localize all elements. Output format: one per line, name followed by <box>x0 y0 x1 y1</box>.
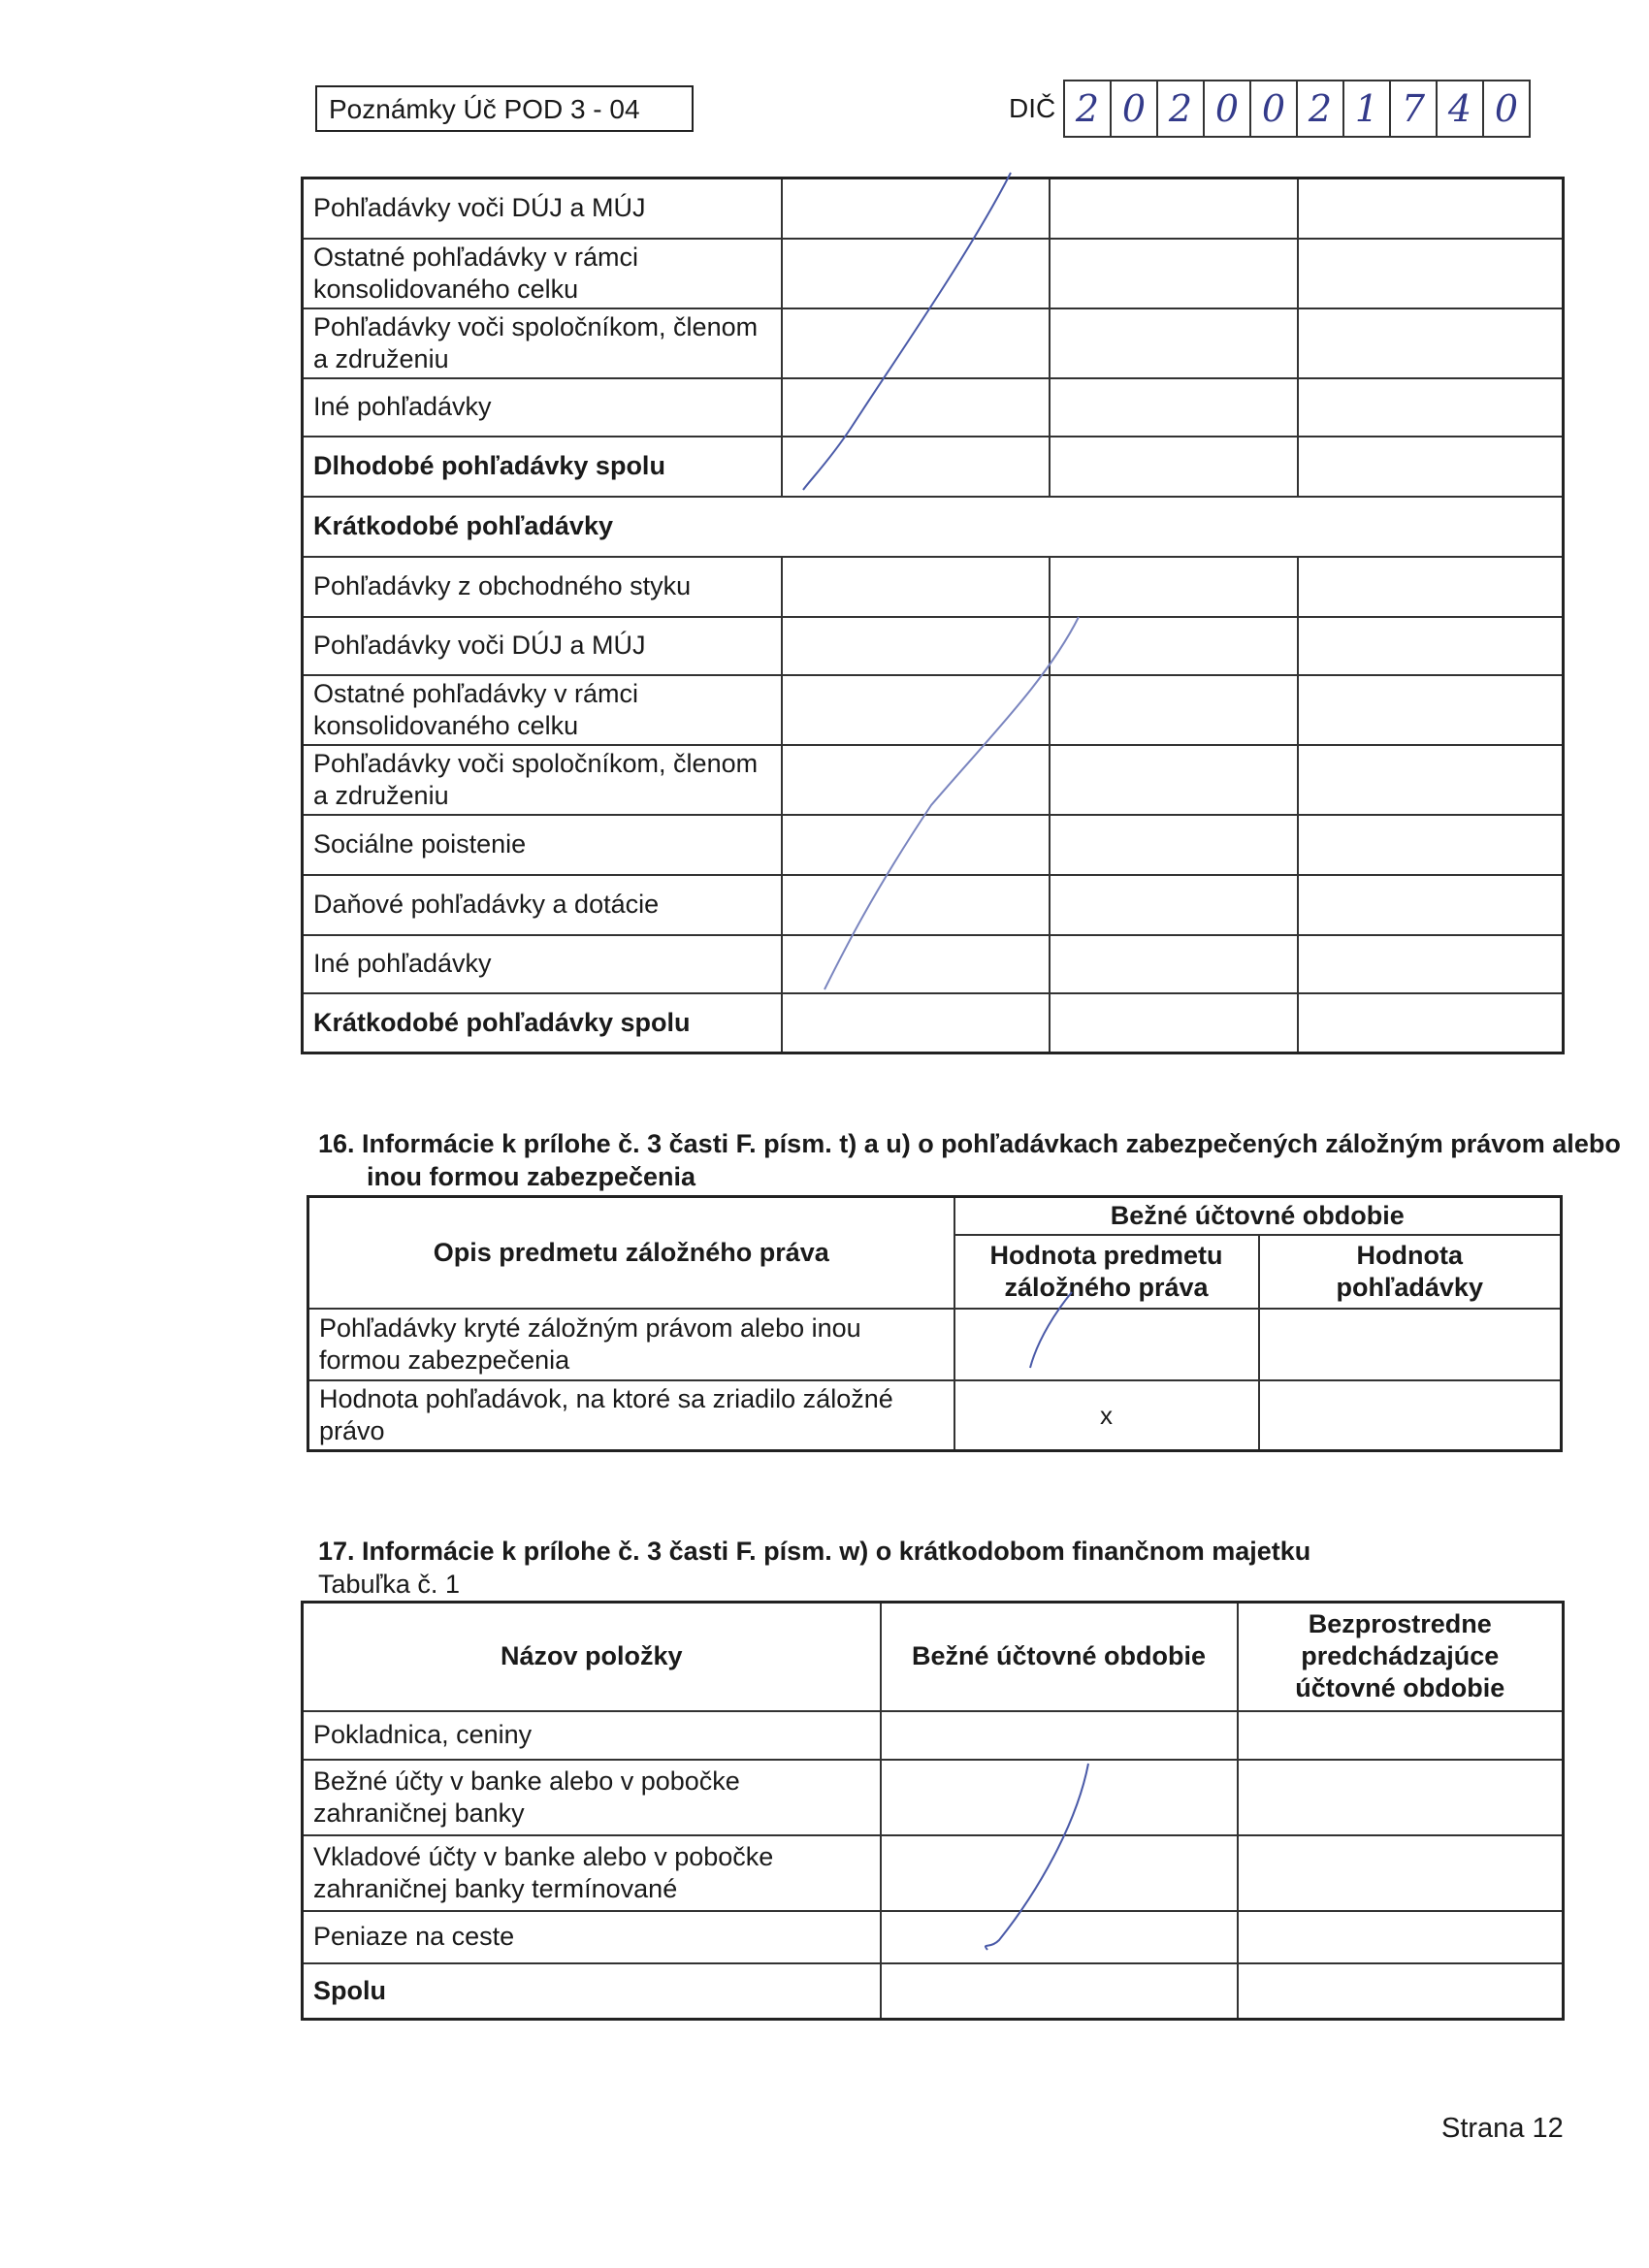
table-row <box>303 993 1564 1053</box>
dic-digit: 0 <box>1110 81 1156 136</box>
value-cell[interactable] <box>1050 308 1298 378</box>
row-label: Pohľadávky voči spoločníkom, členom a združeniu <box>303 308 782 378</box>
form-label: Poznámky Úč POD 3 - 04 <box>329 94 640 124</box>
value-cell[interactable] <box>782 239 1050 308</box>
value-cell[interactable] <box>881 1760 1238 1835</box>
value-cell[interactable] <box>1298 557 1564 617</box>
col-header-receivable-value-line1: Hodnota <box>1356 1241 1463 1270</box>
value-cell[interactable] <box>1050 935 1298 993</box>
table-row <box>308 1309 1562 1380</box>
table-row <box>308 1380 1562 1451</box>
col-header-receivable-value-line2: pohľadávky <box>1336 1273 1483 1302</box>
dic-digit: 0 <box>1203 81 1249 136</box>
section16-title-line2: inou formou zabezpečenia <box>367 1162 696 1191</box>
value-cell[interactable] <box>881 1711 1238 1760</box>
value-cell[interactable] <box>881 1911 1238 1963</box>
table-row <box>303 178 1564 239</box>
value-cell[interactable] <box>1050 378 1298 437</box>
value-cell[interactable] <box>1298 993 1564 1053</box>
row-label: Spolu <box>303 1963 881 2020</box>
dic-label: DIČ <box>1009 93 1056 123</box>
section16-title-line1: 16. Informácie k prílohe č. 3 časti F. písm. t) a u) o pohľadávkach zabezpečených záložným právom alebo <box>318 1129 1621 1158</box>
value-cell[interactable] <box>1238 1963 1564 2020</box>
row-label: Peniaze na ceste <box>303 1911 881 1963</box>
table-row <box>303 437 1564 497</box>
table-row <box>303 1760 1564 1835</box>
table-row <box>303 239 1564 308</box>
dic-digit-boxes <box>1063 80 1531 138</box>
value-cell[interactable] <box>1298 675 1564 745</box>
value-cell[interactable] <box>1238 1911 1564 1963</box>
row-label: Hodnota pohľadávok, na ktoré sa zriadilo záložné právo <box>308 1380 954 1451</box>
row-label: Ostatné pohľadávky v rámci konsolidovaného celku <box>303 239 782 308</box>
value-cell[interactable] <box>1050 239 1298 308</box>
financial-assets-table <box>301 1601 1565 2021</box>
value-cell[interactable] <box>782 993 1050 1053</box>
row-label: Ostatné pohľadávky v rámci konsolidovaného celku <box>303 675 782 745</box>
table-row <box>303 1711 1564 1760</box>
section17-title: 17. Informácie k prílohe č. 3 časti F. písm. w) o krátkodobom finančnom majetku <box>318 1537 1311 1566</box>
table-row <box>303 1835 1564 1911</box>
value-cell[interactable] <box>782 875 1050 935</box>
table-row <box>308 1197 1562 1236</box>
value-cell[interactable] <box>1050 178 1298 239</box>
value-cell[interactable] <box>782 935 1050 993</box>
table-row <box>303 557 1564 617</box>
col-header-previous: Bezprostredne predchádzajúce účtovné obdobie <box>1238 1603 1564 1711</box>
dic-digit: 4 <box>1436 81 1482 136</box>
row-label: Pohľadávky voči spoločníkom, členom a združeniu <box>303 745 782 815</box>
value-cell[interactable] <box>1298 308 1564 378</box>
table-row <box>303 935 1564 993</box>
receivables-table <box>301 177 1565 1054</box>
col-header-subject-value-line2: záložného práva <box>1004 1273 1209 1302</box>
value-cell[interactable] <box>1050 675 1298 745</box>
row-label: Daňové pohľadávky a dotácie <box>303 875 782 935</box>
value-cell[interactable] <box>1050 745 1298 815</box>
value-cell[interactable] <box>1298 815 1564 875</box>
value-cell[interactable] <box>1050 617 1298 675</box>
col-header-name: Názov položky <box>303 1603 881 1711</box>
value-cell[interactable] <box>782 617 1050 675</box>
section-label: Krátkodobé pohľadávky <box>303 497 1564 557</box>
col-header-subject-value <box>954 1235 1259 1309</box>
dic-digit: 2 <box>1063 81 1110 136</box>
row-label: Vkladové účty v banke alebo v pobočke zahraničnej banky termínované <box>303 1835 881 1911</box>
value-cell[interactable] <box>1238 1835 1564 1911</box>
row-label: Iné pohľadávky <box>303 935 782 993</box>
row-label: Dlhodobé pohľadávky spolu <box>303 437 782 497</box>
row-label: Krátkodobé pohľadávky spolu <box>303 993 782 1053</box>
section17-subtitle: Tabuľka č. 1 <box>318 1570 460 1599</box>
col-header-current: Bežné účtovné obdobie <box>881 1603 1238 1711</box>
value-cell[interactable] <box>782 437 1050 497</box>
value-cell[interactable] <box>881 1835 1238 1911</box>
value-cell[interactable] <box>782 745 1050 815</box>
value-cell[interactable] <box>782 378 1050 437</box>
value-cell[interactable] <box>1298 378 1564 437</box>
row-label: Pohľadávky voči DÚJ a MÚJ <box>303 617 782 675</box>
x-mark[interactable]: x <box>954 1380 1259 1451</box>
dic-digit: 0 <box>1482 81 1529 136</box>
value-cell[interactable] <box>782 178 1050 239</box>
value-cell[interactable] <box>782 675 1050 745</box>
value-cell[interactable] <box>782 815 1050 875</box>
col-header-receivable-value <box>1259 1235 1562 1309</box>
value-cell[interactable] <box>1298 239 1564 308</box>
table-row <box>303 745 1564 815</box>
value-cell[interactable] <box>782 308 1050 378</box>
value-cell[interactable] <box>881 1963 1238 2020</box>
value-cell[interactable] <box>1259 1309 1562 1380</box>
col-header-description: Opis predmetu záložného práva <box>308 1197 954 1310</box>
table-row <box>303 497 1564 557</box>
value-cell[interactable] <box>954 1309 1259 1380</box>
row-label: Bežné účty v banke alebo v pobočke zahraničnej banky <box>303 1760 881 1835</box>
dic-digit: 1 <box>1342 81 1389 136</box>
table-row <box>303 1911 1564 1963</box>
row-label: Iné pohľadávky <box>303 378 782 437</box>
table-row <box>303 617 1564 675</box>
row-label: Pohľadávky kryté záložným právom alebo inou formou zabezpečenia <box>308 1309 954 1380</box>
value-cell[interactable] <box>782 557 1050 617</box>
form-label-box <box>315 85 694 132</box>
value-cell[interactable] <box>1298 935 1564 993</box>
value-cell[interactable] <box>1050 437 1298 497</box>
value-cell[interactable] <box>1259 1380 1562 1451</box>
value-cell[interactable] <box>1050 993 1298 1053</box>
value-cell[interactable] <box>1298 617 1564 675</box>
row-label: Sociálne poistenie <box>303 815 782 875</box>
value-cell[interactable] <box>1050 557 1298 617</box>
col-header-subject-value-line1: Hodnota predmetu <box>989 1241 1223 1270</box>
dic-digit: 7 <box>1389 81 1436 136</box>
table-row <box>303 308 1564 378</box>
value-cell[interactable] <box>1050 875 1298 935</box>
table-row <box>303 1963 1564 2020</box>
table-row <box>303 1603 1564 1711</box>
value-cell[interactable] <box>1298 745 1564 815</box>
table-row <box>303 815 1564 875</box>
pledge-table <box>307 1195 1563 1452</box>
col-header-period: Bežné účtovné obdobie <box>954 1197 1562 1236</box>
row-label: Pokladnica, ceniny <box>303 1711 881 1760</box>
table-row <box>303 378 1564 437</box>
value-cell[interactable] <box>1050 815 1298 875</box>
value-cell[interactable] <box>1298 437 1564 497</box>
value-cell[interactable] <box>1238 1711 1564 1760</box>
value-cell[interactable] <box>1238 1760 1564 1835</box>
dic-digit: 2 <box>1296 81 1342 136</box>
row-label: Pohľadávky z obchodného styku <box>303 557 782 617</box>
dic-digit: 0 <box>1249 81 1296 136</box>
value-cell[interactable] <box>1298 875 1564 935</box>
page-number: Strana 12 <box>1441 2113 1564 2144</box>
dic-digit: 2 <box>1156 81 1203 136</box>
row-label: Pohľadávky voči DÚJ a MÚJ <box>303 178 782 239</box>
table-row <box>303 675 1564 745</box>
value-cell[interactable] <box>1298 178 1564 239</box>
table-row <box>303 875 1564 935</box>
